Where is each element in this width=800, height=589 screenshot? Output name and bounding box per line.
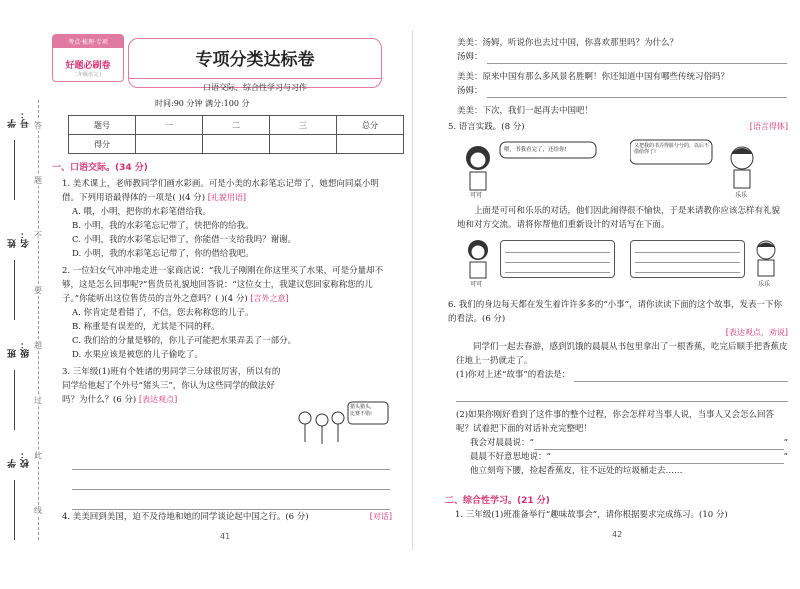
cut-mark: 线	[34, 506, 42, 515]
score-cell[interactable]	[270, 135, 337, 154]
score-header: 三	[270, 116, 337, 135]
question-1-tag: [礼貌用语]	[207, 193, 247, 202]
cut-mark: 不	[34, 231, 42, 240]
score-cell[interactable]	[203, 135, 270, 154]
answer-line[interactable]	[456, 390, 788, 402]
answer-line[interactable]	[551, 452, 784, 464]
page-number-left: 41	[220, 532, 231, 541]
score-table	[68, 115, 404, 154]
option[interactable]: D. 水果应该是被您的儿子偷吃了。	[72, 350, 203, 360]
question-4-tag: [对话]	[369, 512, 392, 521]
question-6	[448, 298, 788, 478]
exam-meta: 时间:90 分钟 满分:100 分	[155, 99, 250, 108]
question-6-tag: [表达观点，劝说]	[725, 328, 788, 337]
question-2-text: 2. 一位妇女气冲冲地走进一家商店说：“我儿子刚刚在你这里买了水果，可是分量却不够，这是怎么回事呢?”售货员礼貌地回答说：“这位女士，我建议您回家称称您的儿子。”你能听出这位售货员的言外之意吗？( )(4 分)	[62, 266, 384, 304]
keke-name: 可可	[470, 192, 483, 199]
section2-question-1: 1. 三年级(1)班准备举行“趣味故事会”，请你根据要求完成练习。(10 分)	[455, 510, 728, 520]
answer-line[interactable]	[72, 458, 390, 470]
q3-speech-bubble: 猪头猪头， 比赛不错!	[350, 404, 376, 417]
question-1-text: 1. 美术课上，老师教同学们画水彩画。可是小美的水彩笔忘记带了，她想向同桌小明借。下列用语最得体的一项是( )(4 分)	[62, 179, 379, 203]
question-1-options	[52, 205, 392, 261]
option[interactable]: B. 称重是有误差的，尤其是不同的秤。	[72, 322, 220, 332]
question-5-text: 5. 语言实践。(8 分)	[448, 122, 525, 132]
dialog-line: 美美：下次，我们一起再去中国吧！	[457, 106, 594, 116]
dialog-answer[interactable]: 汤姆：	[457, 84, 787, 98]
kids-illustration	[290, 400, 390, 458]
logo-top: 考点·梳理·专项	[53, 35, 123, 48]
q6-part2: (2)如果你刚好看到了这件事的整个过程，你会怎样对当事人说，当事人又会怎么回答呢？试着把下面的对话补充完整吧！	[456, 410, 775, 434]
keke-speech: 喂，书我看完了，还给你!	[504, 147, 567, 153]
lele-speech: 又把我的书弄得脏兮兮的，以后不借给你了!	[634, 143, 710, 155]
question-6-text: 6. 我们的身边每天都在发生着许许多多的“小事”，请你读读下面的这个故事，发表一下你的看法。(6 分)	[448, 300, 783, 324]
score-header: 总分	[337, 116, 404, 135]
cut-mark: 超	[34, 341, 42, 350]
dialog-answer[interactable]: 汤姆：	[457, 50, 787, 64]
lele-reply-box[interactable]	[630, 240, 745, 278]
q6-dialog-1: 我会对晨晨说：“ ”	[470, 438, 788, 448]
page-divider	[412, 30, 413, 550]
section-heading: 一、口语交际。(34 分)	[52, 163, 148, 173]
section-heading-2: 二、综合性学习。(21 分)	[445, 496, 550, 506]
logo-title: 好题必刷卷	[65, 61, 111, 71]
option[interactable]: A. 喂，小明，把你的水彩笔借给我。	[72, 207, 212, 217]
question-3-text: 3. 三年级(1)班有个姓诸的男同学三分球很厉害，所以有的同学给他起了个外号“猪头三”，你认为这些同学的做法好吗？为什么？(6 分)	[62, 367, 281, 405]
name-label: 姓名：	[8, 230, 31, 248]
score-header: 一	[136, 116, 203, 135]
lele-figure	[630, 136, 780, 200]
q6-dialog-3: 他立刻弯下腰，捡起香蕉皮，往不远处的垃圾桶走去……	[470, 466, 683, 476]
q5-answer-area	[460, 236, 790, 288]
page-title: 专项分类达标卷	[195, 50, 315, 70]
option[interactable]: C. 小明，我的水彩笔忘记带了，你能借一支给我吗？谢谢。	[72, 235, 297, 245]
answer-line[interactable]	[534, 438, 784, 450]
answer-line[interactable]	[574, 370, 788, 382]
logo-grade: 二年级语文上	[72, 72, 103, 78]
score-row-label: 得分	[69, 135, 136, 154]
score-header: 二	[203, 116, 270, 135]
question-5	[448, 120, 788, 134]
score-header: 题号	[69, 116, 136, 135]
cut-mark: 此	[34, 451, 42, 460]
student-id-label: 学号：	[8, 110, 31, 128]
q6-story: 同学们一起去春游，感到饥饿的晨晨从书包里拿出了一根香蕉，吃完后顺手把香蕉皮往地上一扔就走了。	[456, 342, 788, 366]
cut-mark: 过	[34, 396, 42, 405]
dialog-line: 美美：汤姆，听说你也去过中国，你喜欢那里吗？为什么？	[457, 38, 679, 48]
score-cell[interactable]	[337, 135, 404, 154]
question-4-text: 4. 美美回到美国，迫不及待地和她的同学谈论起中国之行。(6 分)	[62, 512, 309, 522]
keke-figure	[460, 136, 600, 200]
question-1	[52, 177, 392, 205]
q6-dialog-2: 晨晨不好意思地说：“ ”	[470, 452, 788, 462]
question-3	[52, 365, 287, 407]
keke-reply-box[interactable]	[500, 240, 615, 278]
answer-line[interactable]	[72, 498, 390, 510]
binding-strip	[4, 100, 44, 540]
dialog-line: 美美：原来中国有那么多风景名胜啊！你还知道中国有哪些传统习俗吗？	[457, 72, 730, 82]
question-2	[52, 264, 392, 306]
option[interactable]: A. 你肯定是看错了，不信，您去称称您的儿子。	[72, 308, 254, 318]
page-number-right: 42	[612, 530, 623, 539]
answer-line[interactable]	[72, 478, 390, 490]
page-subtitle: 口语交际、综合性学习与习作	[129, 78, 381, 93]
question-3-tag: [表达观点]	[138, 395, 178, 404]
cut-mark: 答	[34, 121, 42, 130]
cut-mark: 题	[34, 176, 42, 185]
cut-line	[38, 100, 39, 540]
dialog-block	[457, 36, 787, 118]
lele-name: 乐乐	[735, 192, 748, 199]
option[interactable]: B. 小明，我的水彩笔忘记带了，快把你的给我。	[72, 221, 254, 231]
question-5-tag: [语言得体]	[749, 122, 788, 131]
option[interactable]: C. 我们给的分量是够的，你儿子可能把水果弄丢了一部分。	[72, 336, 297, 346]
question-2-options	[52, 306, 392, 362]
school-label: 学校：	[8, 450, 31, 468]
question-2-tag: [言外之意]	[250, 294, 289, 303]
question-4	[62, 510, 392, 524]
keke-name-small: 可可	[470, 281, 483, 288]
left-page-body	[52, 160, 392, 407]
question-5-desc: 上面是可可和乐乐的对话，他们因此闹得很不愉快，于是来请教你应该怎样有礼貌地和对方交流。请将你帮他们重新设计的对话写在下面。	[457, 206, 781, 230]
q3-answer-area[interactable]	[72, 458, 390, 510]
lele-name-small: 乐乐	[758, 281, 771, 288]
score-cell[interactable]	[136, 135, 203, 154]
class-label: 班级：	[8, 340, 31, 358]
cut-mark: 要	[34, 286, 42, 295]
title-box	[128, 38, 382, 92]
q6-part1: (1)你对上述“故事”的看法是：	[448, 368, 788, 382]
series-logo	[52, 34, 124, 82]
option[interactable]: D. 小明，我的水彩笔忘记带了，你的借给我吧。	[72, 249, 254, 259]
